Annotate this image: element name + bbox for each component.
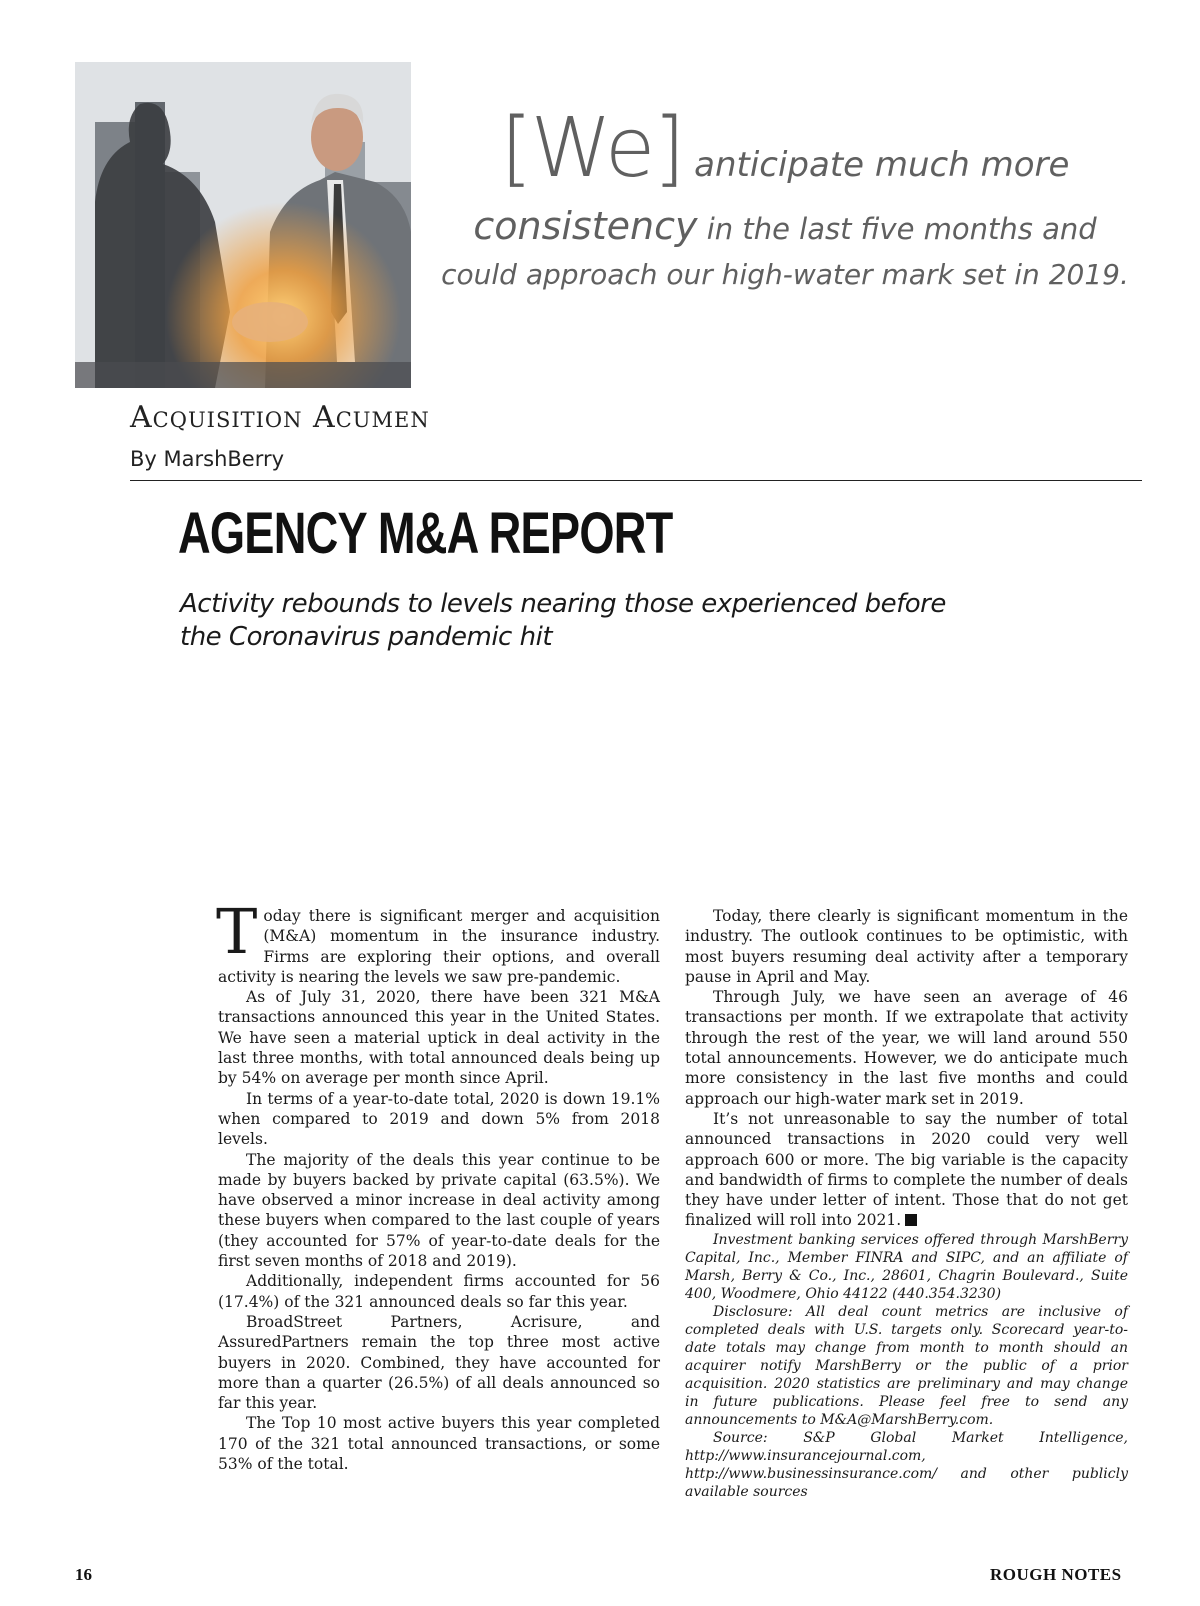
paragraph: Today, there clearly is significant momentum in the industry. The outlook continues to be optimistic, with most buyers resuming deal activity after a temporary pause in April and May. [685,907,1128,986]
pull-quote-consistency: consistency [473,204,698,249]
byline: By MarshBerry [130,447,285,471]
paragraph: Additionally, independent firms accounted for 56 (17.4%) of the 321 announced deals so far this year. [218,1272,660,1311]
disclosure-note: Investment banking services offered through MarshBerry Capital, Inc., Member FINRA and SIPC, and an affiliate of Marsh, Berry & Co., Inc., 28601, Chagrin Boulevard., Suite 400, Woodmere, Ohio 44122 (440.354.3230) [685,1231,1128,1302]
pull-quote-we: [We] [500,101,684,196]
article-column-left [216,895,660,1474]
end-of-article-mark [905,1214,917,1226]
pull-quote-line-3: could approach our high-water mark set in 2019. [441,258,1129,292]
paragraph: BroadStreet Partners, Acrisure, and AssuredPartners remain the top three most active buyers in 2020. Combined, they have accounted for more than a quarter (26.5%) of all deals announced so far this year. [218,1312,660,1413]
header-divider [130,480,1142,481]
paragraph [685,1109,1128,1231]
city-handshake-illustration [75,62,411,388]
handshake-photo [75,62,411,388]
pull-quote-line-1-text: anticipate much more [694,145,1070,185]
source-note: Source: S&P Global Market Intelligence, http://www.insurancejournal.com, http://www.businessinsurance.com/ and other publicly available sources [685,1429,1128,1500]
column-title: Acquisition Acumen [130,400,430,435]
pull-quote-line-2-text: in the last five months and [706,212,1097,247]
article-column-right [685,906,1128,1501]
disclosure-note: Disclosure: All deal count metrics are inclusive of completed deals with U.S. targets only. Scorecard year-to-date totals may change from month to month should an acquirer notify MarshBerry or the public of a prior acquisition. 2020 statistics are preliminary and may change in future publications. Please feel free to send any announcements to M&A@MarshBerry.com. [685,1303,1128,1428]
pull-quote-line-1 [440,100,1130,198]
paragraph: The majority of the deals this year continue to be made by buyers backed by private capital (63.5%). We have observed a minor increase in deal activity among these buyers when compared to the last couple of years (they accounted for 57% of year-to-date deals for the first seven months of 2018 and 2019). [218,1150,660,1271]
paragraph: The Top 10 most active buyers this year completed 170 of the 321 total announced transactions, or some 53% of the total. [218,1414,660,1474]
pull-quote [440,100,1130,291]
publication-name: ROUGH NOTES [990,1565,1122,1584]
paragraph-text: It’s not unreasonable to say the number of total announced transactions in 2020 could very well approach 600 or more. The big variable is the capacity and bandwidth of firms to complete the number of deals they have under letter of intent. Those that do not get finalized will roll into 2021. [685,1109,1128,1230]
paragraph: As of July 31, 2020, there have been 321 M&A transactions announced this year in the United States. We have seen a material uptick in deal activity in the last three months, with total announced deals being up by 54% on average per month since April. [218,988,660,1088]
drop-cap: T [216,895,258,968]
paragraph: In terms of a year-to-date total, 2020 is down 19.1% when compared to 2019 and down 5% from 2018 levels. [218,1089,660,1149]
page-number: 16 [75,1565,92,1584]
pull-quote-line-2 [440,204,1130,248]
article-deck: Activity rebounds to levels nearing those experienced before the Coronavirus pandemic hit [180,589,946,652]
article-headline: AGENCY M&A REPORT [178,501,673,566]
paragraph-text: oday there is significant merger and acquisition (M&A) momentum in the insurance industry. Firms are exploring their options, and overall activity is nearing the levels we saw pre-pandemic. [218,907,660,986]
paragraph [216,895,660,987]
paragraph: Through July, we have seen an average of 46 transactions per month. If we extrapolate that activity through the rest of the year, we will land around 550 total announcements. However, we do anticipate much more consistency in the last five months and could approach our high-water mark set in 2019. [685,988,1128,1108]
